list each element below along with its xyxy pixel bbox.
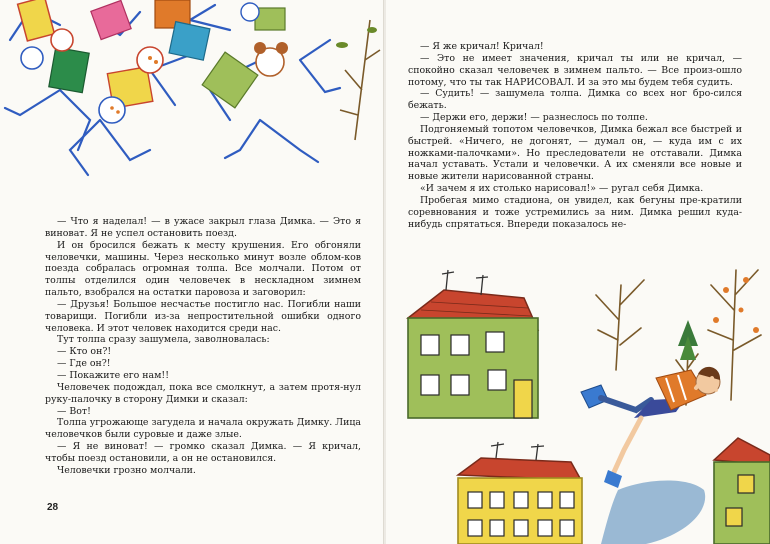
paragraph: Подгоняемый топотом человечков, Димка бежал все быстрей и быстрей. «Ничего, не догонят, — думал он, — куда им с их ножками-палочками». Но преследователи не отставали. Димка начал уставать. Устали и человечки. А их сменяли все новые и новые жители нарисованной страны. bbox=[408, 123, 742, 183]
paragraph: — Где он?! bbox=[57, 358, 111, 370]
paragraph: Человечек подождал, пока все смолкнут, а затем протя-нул руку-палочку в сторону Димки и сказал: bbox=[45, 381, 361, 405]
left-page-text bbox=[45, 216, 361, 477]
paragraph: — Я не виноват! — громко сказал Димка. — Я кричал, чтобы поезд остановили, а он не остановился. bbox=[45, 441, 361, 464]
paragraph: — Кто он?! bbox=[57, 346, 112, 358]
paragraph: Пробегая мимо стадиона, он увидел, как бегуны пре-кратили соревнования и тоже устремились за ним. Димка решил куда-нибудь спрятаться. Впереди показалось не- bbox=[408, 194, 742, 230]
paragraph: Толпа угрожающе загудела и начала окружать Димку. Лица человечков были суровые и даже злые. bbox=[45, 417, 361, 441]
right-page-text bbox=[408, 41, 742, 231]
page-number: 28 bbox=[47, 502, 59, 513]
paragraph: — Покажите его нам!! bbox=[57, 369, 169, 381]
paragraph: — Я же кричал! Кричал! bbox=[420, 41, 544, 52]
paragraph: И он бросился бежать к месту крушения. Его обгоняли человечки, машины. Через несколько минут возле облом-ков поезда собралась огромная толпа. Все молчали. Потом от толпы отделился один человечек в нескладном зимнем пальто, взобрался на остатки паровоза и заговорил: bbox=[45, 239, 361, 299]
paragraph: — Судить! — зашумела толпа. Димка со всех ног бро-сился бежать. bbox=[408, 88, 742, 112]
paragraph: — Вот! bbox=[57, 405, 91, 417]
left-page bbox=[0, 0, 384, 544]
paragraph: — Что я наделал! — в ужасе закрыл глаза Димка. — Это я виноват. Я не успел остановить поезд. bbox=[45, 216, 361, 239]
paragraph: Человечки грозно молчали. bbox=[57, 464, 196, 476]
paragraph: — Держи его, держи! — разнеслось по толпе. bbox=[420, 112, 648, 124]
paragraph: «И зачем я их столько нарисовал!» — ругал себя Димка. bbox=[420, 183, 704, 195]
right-page bbox=[386, 0, 770, 544]
paragraph: — Это не имеет значения, кричал ты или не кричал, — спокойно сказал человечек в зимнем пальто. — Все произ-ошло потому, что ты так НАРИСОВАЛ. И за это мы будем тебя судить. bbox=[408, 52, 742, 88]
stick-figures-illustration bbox=[0, 0, 384, 200]
houses-and-running-boy-illustration bbox=[386, 250, 770, 544]
paragraph: — Друзья! Большое несчастье постигло нас. Погибли наши товарищи. Погибли из-за непростительной ошибки одного человека. И этот человек находится среди нас. bbox=[45, 298, 361, 334]
paragraph: Тут толпа сразу зашумела, заволновалась: bbox=[57, 334, 270, 346]
